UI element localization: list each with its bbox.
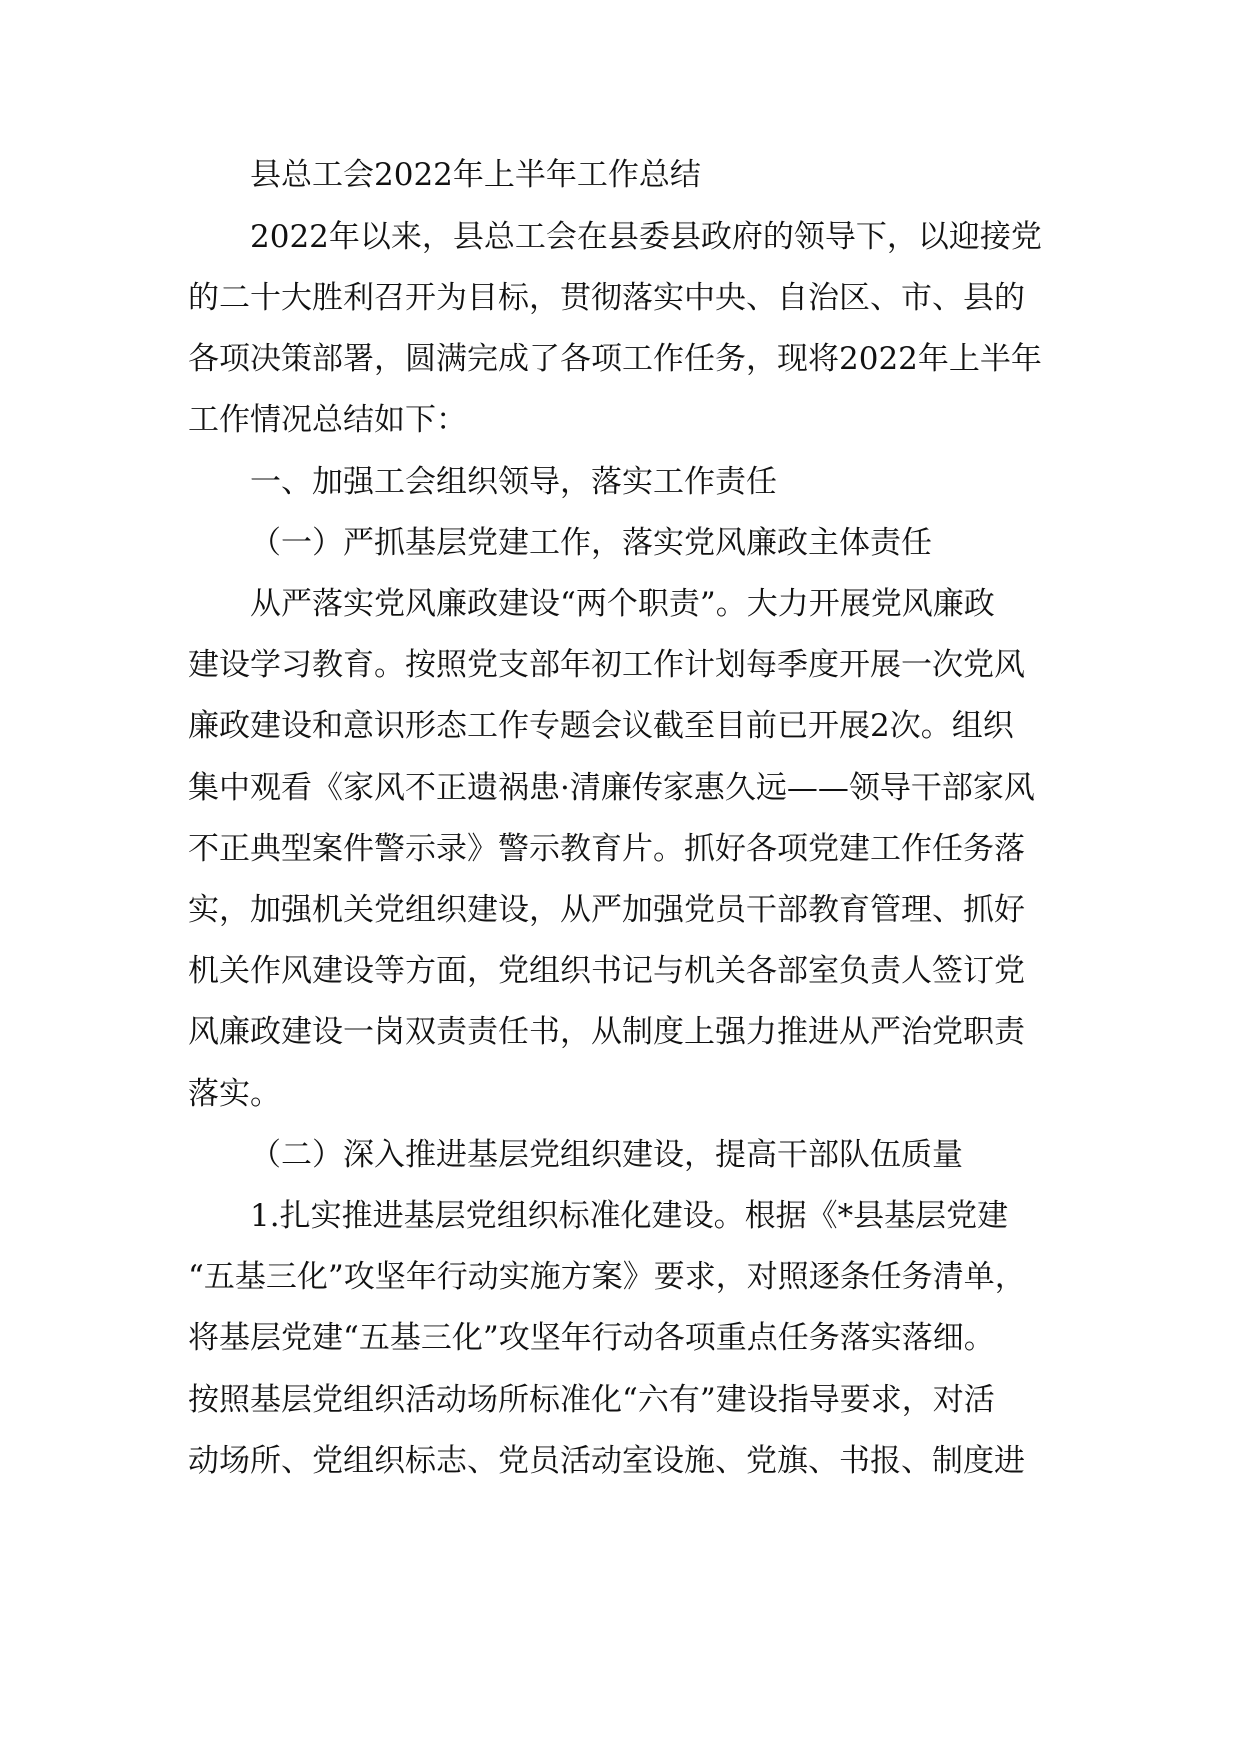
intro-line-3: 各项决策部署，圆满完成了各项工作任务，现将2022年上半年 xyxy=(188,341,1042,377)
sub2-line-1: 1.扎实推进基层党组织标准化建设。根据《*县基层党建 xyxy=(250,1198,1009,1234)
sub1-line-7: 机关作风建设等方面，党组织书记与机关各部室负责人签订党 xyxy=(188,953,1025,989)
sub2-line-4: 按照基层党组织活动场所标准化“六有”建设指导要求，对活 xyxy=(188,1382,995,1418)
subsection-1-heading: （一）严抓基层党建工作，落实党风廉政主体责任 xyxy=(250,525,932,561)
sub2-line-2: “五基三化”攻坚年行动实施方案》要求，对照逐条任务清单， xyxy=(188,1259,1026,1295)
sub2-line-3: 将基层党建“五基三化”攻坚年行动各项重点任务落实落细。 xyxy=(188,1320,995,1356)
sub1-line-4: 集中观看《家风不正遗祸患·清廉传家惠久远——领导干部家风 xyxy=(188,770,1035,806)
subsection-2-heading: （二）深入推进基层党组织建设，提高干部队伍质量 xyxy=(250,1137,963,1173)
sub1-line-3: 廉政建设和意识形态工作专题会议截至目前已开展2次。组织 xyxy=(188,708,1014,744)
intro-line-4: 工作情况总结如下： xyxy=(188,402,467,438)
sub1-line-6: 实，加强机关党组织建设，从严加强党员干部教育管理、抓好 xyxy=(188,892,1025,928)
sub1-line-5: 不正典型案件警示录》警示教育片。抓好各项党建工作任务落 xyxy=(188,831,1025,867)
sub1-line-8: 风廉政建设一岗双责责任书，从制度上强力推进从严治党职责 xyxy=(188,1014,1025,1050)
intro-line-1: 2022年以来，县总工会在县委县政府的领导下，以迎接党 xyxy=(250,219,1042,255)
intro-line-2: 的二十大胜利召开为目标，贯彻落实中央、自治区、市、县的 xyxy=(188,280,1025,316)
sub1-line-1: 从严落实党风廉政建设“两个职责”。大力开展党风廉政 xyxy=(250,586,995,622)
sub2-line-5: 动场所、党组织标志、党员活动室设施、党旗、书报、制度进 xyxy=(188,1443,1025,1479)
sub1-line-9: 落实。 xyxy=(188,1076,281,1112)
section-1-heading: 一、加强工会组织领导，落实工作责任 xyxy=(250,464,777,500)
document-title: 县总工会2022年上半年工作总结 xyxy=(250,157,701,193)
sub1-line-2: 建设学习教育。按照党支部年初工作计划每季度开展一次党风 xyxy=(188,647,1025,683)
